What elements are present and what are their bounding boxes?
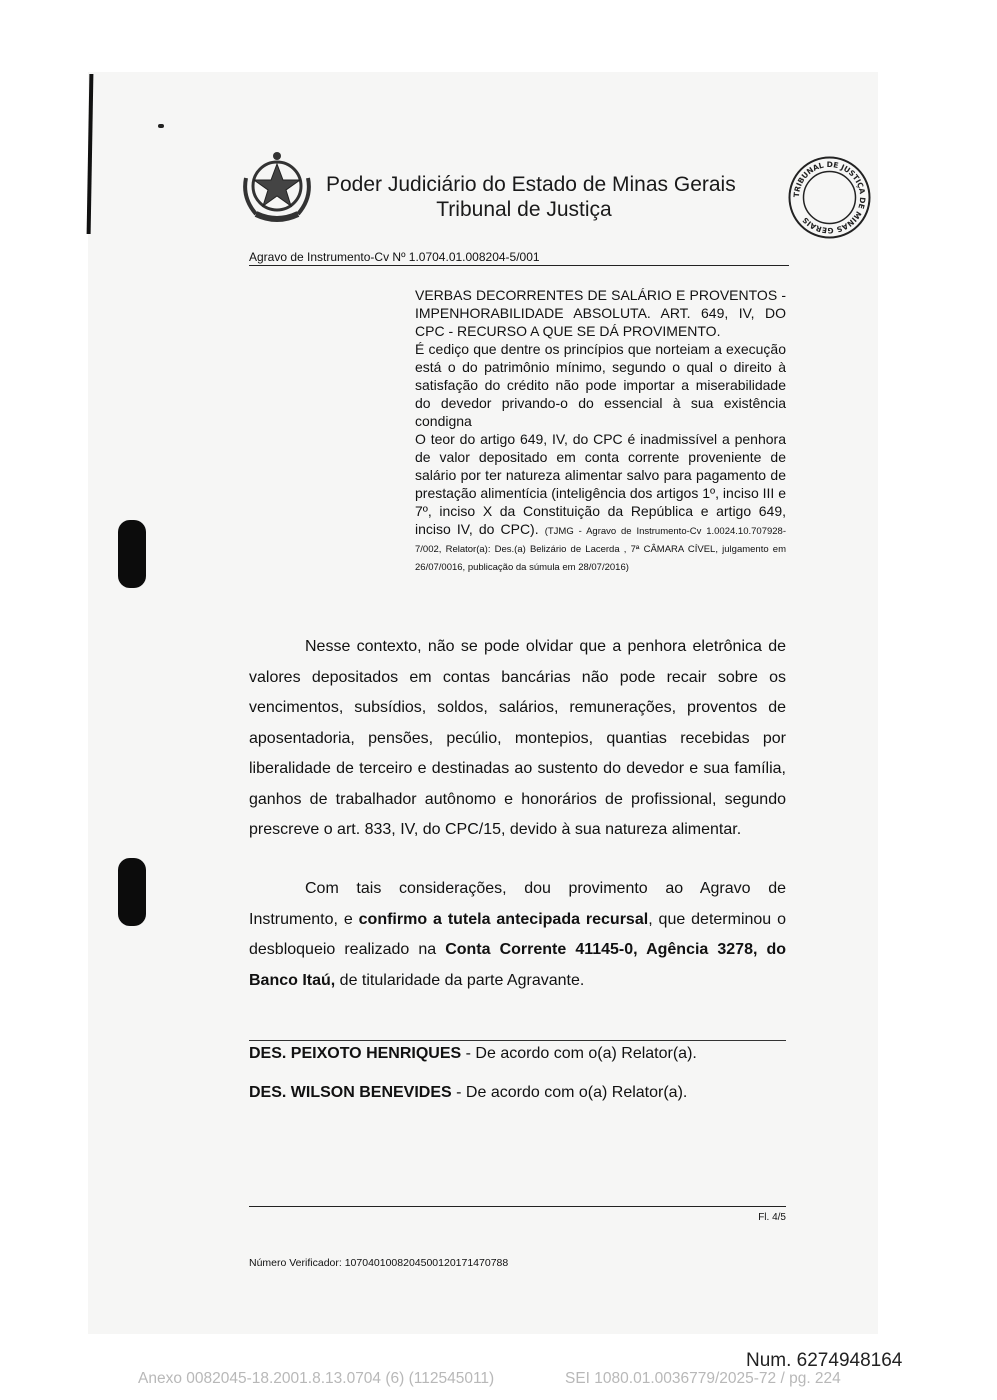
ementa-text: O teor do artigo 649, IV, do CPC é inadmissível a penhora de valor depositado em conta corrente proveniente de salário por ter natureza alimentar salvo para pagamento de prestação alimentícia (inteligência dos artigos 1º, inciso III e 7º, inciso X da Constituição da República e artigo 649, inciso IV, do CPC). <box>415 431 786 537</box>
text-run: Com tais considerações, dou provimento ao Agravo de Instrumento, e <box>249 880 786 928</box>
body-paragraph <box>249 632 786 846</box>
seal-text: TRIBUNAL DE JUSTIÇA DE MINAS GERAIS <box>791 159 868 236</box>
bold-text-run: confirmo a tutela antecipada recursal <box>358 910 649 928</box>
text-run: de titularidade da parte Agravante. <box>335 971 585 989</box>
vote-text: - De acordo com o(a) Relator(a). <box>461 1045 697 1062</box>
court-title: Poder Judiciário do Estado de Minas Gerais <box>326 173 736 196</box>
page-folio: Fl. 4/5 <box>758 1212 786 1223</box>
body-paragraph <box>249 874 786 996</box>
judge-name: DES. WILSON BENEVIDES <box>249 1084 452 1101</box>
vote-line <box>249 1044 697 1064</box>
text-run: , que determinou o desbloqueio realizado na <box>249 910 787 958</box>
body-paragraph-text: Nesse contexto, não se pode olvidar que a penhora eletrônica de valores depositados em contas bancárias não pode recair sobre os vencimentos, subsídios, soldos, salários, remunerações, proventos de aposentadoria, pensões, pecúlio, montepios, quantias recebidas por liberalidade de terceiro e destinadas ao sustento do devedor e sua família, ganhos de trabalhador autônomo e honorários de profissional, segundo prescreve o art. 833, IV, do CPC/15, devido à sua natureza alimentar. <box>249 638 786 838</box>
judge-name: DES. PEIXOTO HENRIQUES <box>249 1045 462 1062</box>
vote-text: - De acordo com o(a) Relator(a). <box>451 1084 688 1101</box>
case-number: Agravo de Instrumento-Cv Nº 1.0704.01.008204-5/001 <box>249 250 789 266</box>
court-seal-icon <box>787 155 872 240</box>
body-paragraph-text <box>249 874 786 996</box>
divider <box>249 1040 786 1041</box>
ementa-block <box>415 286 786 574</box>
ementa-paragraph: É cediço que dentre os princípios que norteiam a execução está o do patrimônio mínimo, segundo o qual o direito à satisfação do crédito não pode importar a miserabilidade do devedor privando-o do essencial à sua existência condigna <box>415 341 786 429</box>
divider <box>249 1206 786 1207</box>
ementa-paragraph <box>415 430 786 574</box>
punch-hole-mark <box>118 858 146 926</box>
ementa-citation: (TJMG - Agravo de Instrumento-Cv 1.0024.10.707928-7/002, Relator(a): Des.(a) Belizário de Lacerda , 7ª CÂMARA CÍVEL, julgamento em 26/07/0016, publicação da súmula em 28/07/2016) <box>415 526 786 573</box>
verification-number: Número Verificador: 1070401008204500120171470788 <box>249 1257 509 1269</box>
coat-of-arms-icon <box>238 148 316 226</box>
bold-text-run: Conta Corrente 41145-0, Agência 3278, do Banco Itaú, <box>249 941 787 989</box>
annex-stamp: Anexo 0082045-18.2001.8.13.0704 (6) (112545011) <box>138 1370 495 1387</box>
document-number: Num. 6274948164 <box>746 1350 903 1371</box>
sei-stamp: SEI 1080.01.0036779/2025-72 / pg. 224 <box>565 1370 841 1387</box>
punch-hole-mark <box>118 520 146 588</box>
ementa-heading: VERBAS DECORRENTES DE SALÁRIO E PROVENTOS - IMPENHORABILIDADE ABSOLUTA. ART. 649, IV, DO CPC - RECURSO A QUE SE DÁ PROVIMENTO. <box>415 287 786 339</box>
court-subtitle: Tribunal de Justiça <box>436 198 612 221</box>
scan-speck <box>158 124 164 128</box>
vote-line <box>249 1083 687 1103</box>
